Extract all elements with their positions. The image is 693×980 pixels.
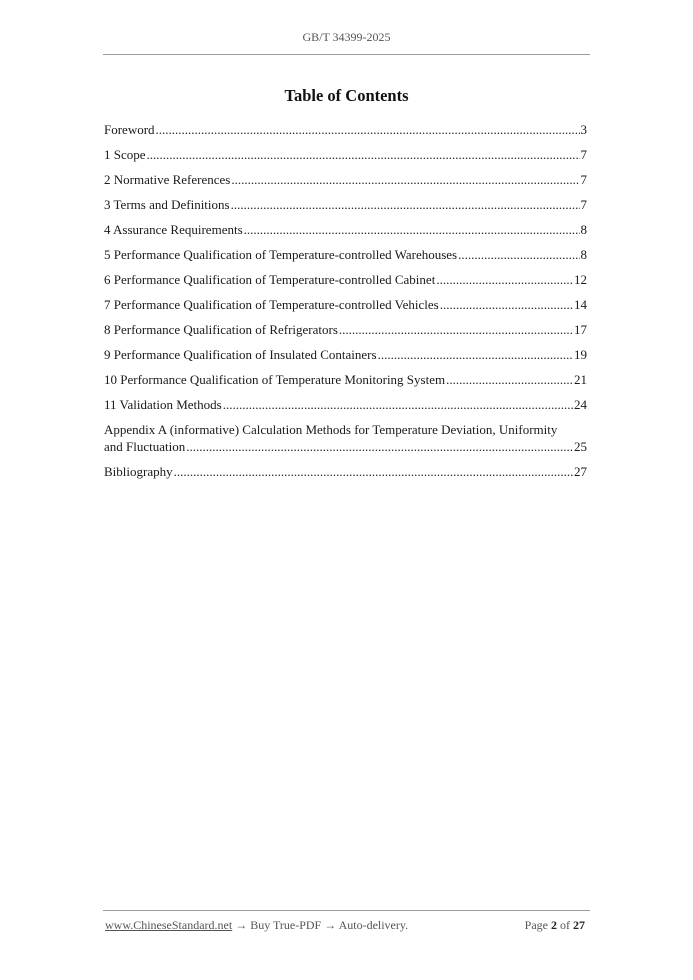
toc-leader — [339, 321, 573, 338]
toc-entry-warehouses[interactable] — [104, 246, 587, 263]
toc-entry-vehicles[interactable] — [104, 296, 587, 313]
toc-entry-refrigerators[interactable] — [104, 321, 587, 338]
toc-page-number: 17 — [574, 322, 587, 337]
page-prefix: Page — [524, 918, 548, 932]
toc-entry-label: 3 Terms and Definitions — [104, 197, 230, 212]
toc-entry-assurance-requirements[interactable] — [104, 221, 587, 238]
current-page-number: 2 — [551, 918, 557, 932]
toc-entry-label: 6 Performance Qualification of Temperature-controlled Cabinet — [104, 272, 436, 287]
toc-entry-label: 4 Assurance Requirements — [104, 222, 243, 237]
toc-leader — [458, 246, 579, 263]
site-link[interactable]: www.ChineseStandard.net — [105, 918, 233, 932]
toc-entry-label: 9 Performance Qualification of Insulated Containers — [104, 347, 377, 362]
toc-leader — [231, 196, 580, 213]
toc-entry-insulated-containers[interactable] — [104, 346, 587, 363]
toc-entry-label: 5 Performance Qualification of Temperature-controlled Warehouses — [104, 247, 458, 262]
toc-entry-label-line1: Appendix A (informative) Calculation Methods for Temperature Deviation, Uniformity — [104, 422, 558, 437]
toc-leader — [244, 221, 580, 238]
toc-list — [104, 121, 587, 488]
page-of-label: of — [560, 918, 570, 932]
footer-divider — [103, 910, 590, 911]
toc-entry-label: 8 Performance Qualification of Refrigerators — [104, 322, 338, 337]
total-pages-number: 27 — [573, 918, 585, 932]
toc-page-number: 14 — [574, 297, 587, 312]
toc-page-number: 7 — [580, 172, 587, 187]
toc-entry-label: Bibliography — [104, 464, 173, 479]
toc-page-number: 3 — [580, 122, 587, 137]
toc-leader — [436, 271, 573, 288]
toc-entry-appendix-a[interactable] — [104, 421, 587, 455]
toc-page-number: 12 — [574, 272, 587, 287]
toc-page-number: 21 — [574, 372, 587, 387]
toc-page-number: 27 — [574, 464, 587, 479]
toc-entry-label: 2 Normative References — [104, 172, 231, 187]
toc-entry-normative-references[interactable] — [104, 171, 587, 188]
toc-page-number: 24 — [574, 397, 587, 412]
toc-leader — [231, 171, 579, 188]
toc-leader — [147, 146, 580, 163]
toc-page-number: 7 — [580, 147, 587, 162]
toc-entry-bibliography[interactable] — [104, 463, 587, 480]
toc-page-number: 8 — [580, 222, 587, 237]
toc-leader — [446, 371, 573, 388]
toc-entry-scope[interactable] — [104, 146, 587, 163]
toc-entry-label: Foreword — [104, 122, 155, 137]
toc-leader — [186, 438, 573, 455]
toc-entry-foreword[interactable] — [104, 121, 587, 138]
toc-leader — [156, 121, 580, 138]
footer-promo — [105, 918, 408, 933]
toc-entry-cabinet[interactable] — [104, 271, 587, 288]
toc-leader — [174, 463, 573, 480]
toc-leader — [223, 396, 573, 413]
toc-page-number: 7 — [580, 197, 587, 212]
toc-entry-monitoring-system[interactable] — [104, 371, 587, 388]
toc-entry-label: 11 Validation Methods — [104, 397, 222, 412]
toc-page-number: 8 — [580, 247, 587, 262]
toc-page-number: 25 — [574, 439, 587, 454]
toc-entry-label: 10 Performance Qualification of Temperature Monitoring System — [104, 372, 446, 387]
toc-entry-label: 1 Scope — [104, 147, 146, 162]
toc-entry-terms-definitions[interactable] — [104, 196, 587, 213]
page-indicator — [525, 918, 585, 933]
header-divider — [103, 54, 590, 55]
toc-leader — [440, 296, 573, 313]
toc-entry-validation-methods[interactable] — [104, 396, 587, 413]
running-header: GB/T 34399-2025 — [302, 30, 391, 44]
toc-page-number: 19 — [574, 347, 587, 362]
toc-title: Table of Contents — [284, 86, 409, 105]
toc-entry-label: and Fluctuation — [104, 439, 186, 454]
promo-text: → Buy True-PDF → Auto-delivery. — [235, 918, 409, 932]
toc-leader — [378, 346, 573, 363]
toc-entry-label: 7 Performance Qualification of Temperature-controlled Vehicles — [104, 297, 439, 312]
